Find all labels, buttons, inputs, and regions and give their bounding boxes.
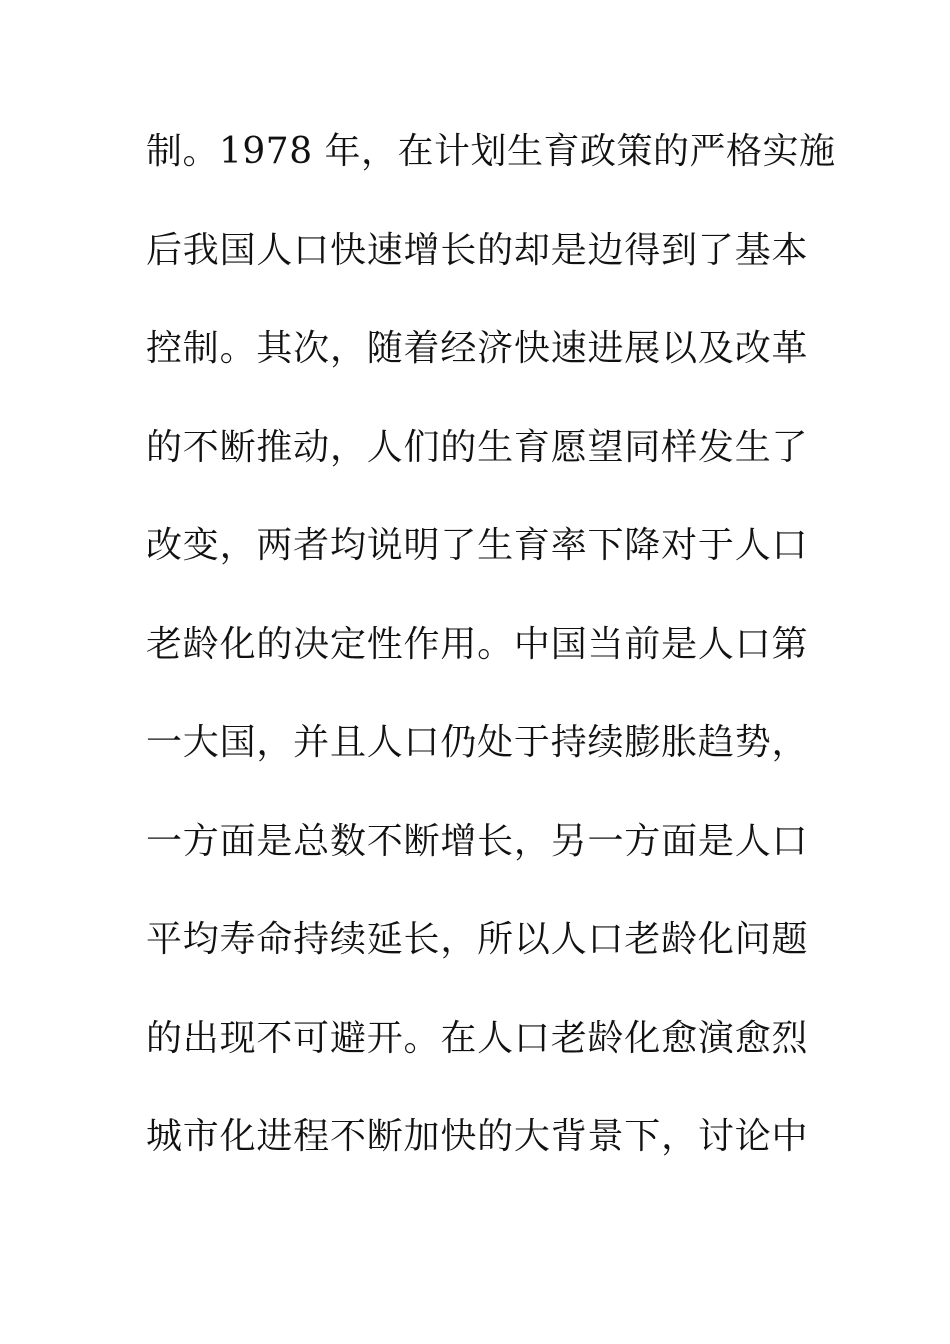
text-line-9: 平均寿命持续延长，所以人口老龄化问题	[146, 919, 808, 960]
text-line-8: 一方面是总数不断增长，另一方面是人口	[146, 820, 808, 862]
text-line-10: 的出现不可避开。在人口老龄化愈演愈烈	[146, 1017, 808, 1059]
text-line-11: 城市化进程不断加快的大背景下，讨论中	[146, 1116, 808, 1157]
text-line-2: 后我国人口快速增长的却是边得到了基本	[146, 229, 808, 271]
text-line-1: 制。1978 年，在计划生育政策的严格实施	[146, 131, 836, 172]
text-line-5: 改变，两者均说明了生育率下降对于人口	[146, 525, 808, 566]
text-line-6: 老龄化的决定性作用。中国当前是人口第	[146, 623, 808, 665]
text-line-7: 一大国，并且人口仍处于持续膨胀趋势，	[146, 722, 808, 763]
text-line-4: 的不断推动，人们的生育愿望同样发生了	[146, 426, 808, 468]
body-text	[146, 127, 836, 1211]
text-line-3: 控制。其次，随着经济快速进展以及改革	[146, 328, 808, 369]
